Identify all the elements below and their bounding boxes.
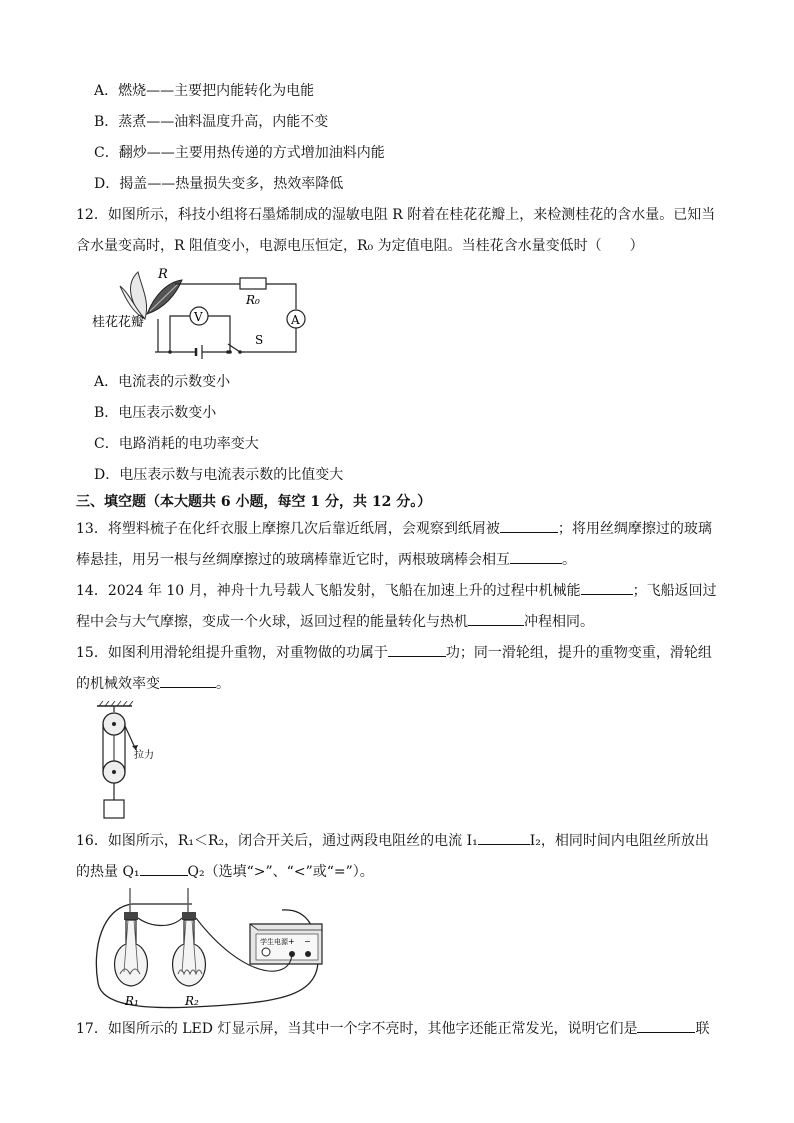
q15-text-2a: 的机械效率变 xyxy=(76,676,160,692)
q11-option-c: C．翻炒——主要用热传递的方式增加油料内能 xyxy=(94,145,385,161)
flask-r2 xyxy=(173,920,206,986)
voltmeter-label: V xyxy=(194,310,203,324)
q13-text-1b: ；将用丝绸摩擦过的玻璃 xyxy=(557,521,712,537)
q16-blank-2[interactable] xyxy=(140,861,188,876)
switch-label: S xyxy=(255,333,264,347)
q14-line2 xyxy=(76,611,594,632)
plus-label: + xyxy=(288,937,295,946)
q15-blank-2[interactable] xyxy=(160,673,216,688)
q16-heating-figure xyxy=(92,888,332,1014)
q15-text-2b: 。 xyxy=(216,676,230,692)
petal-label: 桂花花瓣 xyxy=(92,315,145,330)
q12-option-d: D．电压表示数与电流表示数的比值变大 xyxy=(94,467,344,483)
q17-line1 xyxy=(76,1018,709,1039)
q11-option-d: D．揭盖——热量损失变多，热效率降低 xyxy=(94,176,344,192)
q12-option-c: C．电路消耗的电功率变大 xyxy=(94,436,259,452)
q13-text-2a: 棒悬挂，用另一根与丝绸摩擦过的玻璃棒靠近它时，两根玻璃棒会相互 xyxy=(76,552,510,568)
weight-block xyxy=(104,800,124,818)
q15-line2 xyxy=(76,673,230,694)
q13-text-2b: 。 xyxy=(562,552,576,568)
q17-text-1a: 17．如图所示的 LED 灯显示屏，当其中一个字不亮时，其他字还能正常发光，说明它们是 xyxy=(76,1021,638,1037)
q15-text-1b: 功；同一滑轮组，提升的重物变重，滑轮组 xyxy=(445,645,712,661)
ammeter-label: A xyxy=(291,313,300,327)
q14-text-1a: 14．2024 年 10 月，神舟十九号载人飞船发射，飞船在加速上升的过程中机械能 xyxy=(76,583,581,599)
q16-text-2a: 的热量 Q₁ xyxy=(76,864,140,880)
q13-line1 xyxy=(76,518,712,539)
q13-line2 xyxy=(76,549,576,570)
q16-line2 xyxy=(76,861,374,882)
q16-text-1a: 16．如图所示，R₁＜R₂，闭合开关后，通过两段电阻丝的电流 I₁ xyxy=(76,833,478,849)
q13-text-1a: 13．将塑料梳子在化纤衣服上摩擦几次后靠近纸屑，会观察到纸屑被 xyxy=(76,521,500,537)
r2-label: R₂ xyxy=(185,994,199,1008)
q16-text-2b: Q₂（选填“>”、“<”或“=”）。 xyxy=(187,864,374,880)
r1-label: R₁ xyxy=(125,994,139,1008)
q14-text-1b: ；飞船返回过 xyxy=(632,583,717,599)
force-label: 拉力 xyxy=(134,750,154,761)
q12-option-b: B．电压表示数变小 xyxy=(94,405,217,421)
r0-resistor xyxy=(240,278,266,289)
q16-blank-1[interactable] xyxy=(478,830,530,845)
q14-text-2b: 冲程相同。 xyxy=(524,614,594,630)
q13-blank-1[interactable] xyxy=(500,518,558,533)
q11-option-a: A．燃烧——主要把内能转化为电能 xyxy=(94,83,315,99)
minus-label: − xyxy=(304,937,311,946)
q13-blank-2[interactable] xyxy=(510,549,562,564)
q14-blank-1[interactable] xyxy=(581,580,633,595)
r-label: R xyxy=(158,267,168,282)
q14-text-2a: 程中会与大气摩擦，变成一个火球，返回过程的能量转化与热机 xyxy=(76,614,468,630)
q15-line1 xyxy=(76,642,712,663)
q14-blank-2[interactable] xyxy=(468,611,524,626)
q17-text-1b: 联 xyxy=(695,1021,710,1037)
q15-blank-1[interactable] xyxy=(388,642,446,657)
q15-text-1a: 15．如图利用滑轮组提升重物，对重物做的功属于 xyxy=(76,645,388,661)
q12-option-a: A．电流表的示数变小 xyxy=(94,374,231,390)
q16-line1 xyxy=(76,830,709,851)
q11-option-b: B．蒸煮——油料温度升高，内能不变 xyxy=(94,114,329,130)
q12-circuit-figure xyxy=(90,264,310,364)
power-supply-label: 学生电源 xyxy=(260,938,288,946)
r0-label: R₀ xyxy=(246,293,260,307)
q14-line1 xyxy=(76,580,717,601)
q17-blank-1[interactable] xyxy=(637,1018,695,1033)
flask-r1 xyxy=(115,920,148,986)
q16-text-1b: I₂，相同时间内电阻丝所放出 xyxy=(529,833,709,849)
section-3-heading: 三、填空题（本大题共 6 小题，每空 1 分，共 12 分。） xyxy=(76,494,432,510)
q12-stem-line2: 含水量变高时，R 阻值变小，电源电压恒定，R₀ 为定值电阻。当桂花含水量变低时（ ） xyxy=(76,238,644,254)
q12-stem-line1: 12．如图所示，科技小组将石墨烯制成的湿敏电阻 R 附着在桂花花瓣上，来检测桂花的含水量。已知当 xyxy=(76,207,716,223)
q15-pulley-figure xyxy=(92,700,182,822)
